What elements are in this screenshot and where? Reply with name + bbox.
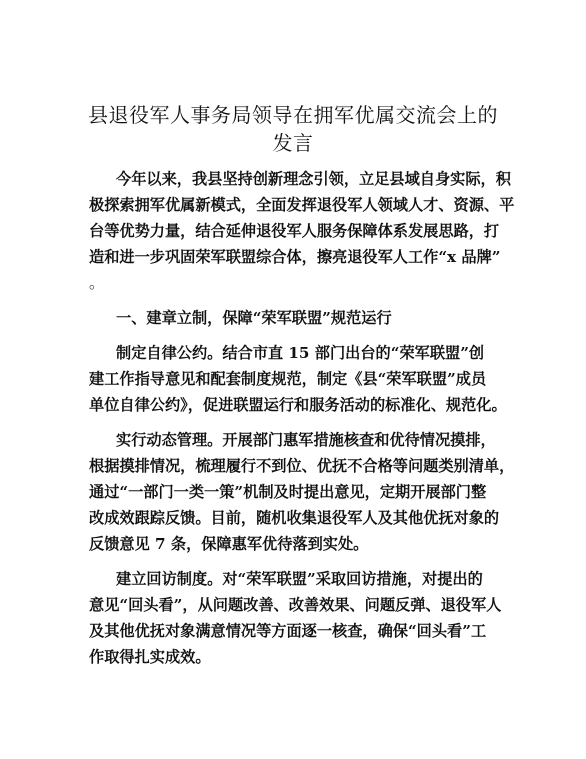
paragraph-line: 极探索拥军优属新模式，全面发挥退役军人领域人才、资源、平: [89, 196, 515, 214]
paragraph-line: 作取得扎实成效。: [89, 648, 211, 666]
paragraph-line: 今年以来，我县坚持创新理念引领，立足县域自身实际，积: [116, 170, 511, 188]
paragraph-line: 意见“回头看”，从问题改善、改善效果、问题反弹、退役军人: [89, 596, 502, 614]
paragraph-line: 实行动态管理。开展部门惠军措施核查和优待情况摸排，: [116, 431, 496, 449]
paragraph-line: 改成效跟踪反馈。目前，随机收集退役军人及其他优抚对象的: [89, 509, 500, 527]
paragraph-line: 建工作指导意见和配套制度规范，制定《县“荣军联盟”成员: [89, 370, 487, 388]
paragraph-line: 及其他优抚对象满意情况等方面逐一核查，确保“回头看”工: [89, 622, 487, 640]
paragraph-line: 造和进一步巩固荣军联盟综合体，擦亮退役军人工作“x 品牌”: [89, 248, 501, 266]
paragraph-line: 制定自律公约。结合市直 15 部门出台的“荣军联盟”创: [116, 344, 485, 362]
paragraph-line: 台等优势力量，结合延伸退役军人服务保障体系发展思路，打: [89, 222, 500, 240]
document-title-line-1: 县退役军人事务局领导在拥军优属交流会上的: [88, 103, 498, 127]
paragraph-line: 根据摸排情况，梳理履行不到位、优抚不合格等问题类别清单，: [89, 457, 515, 475]
document-title-line-2: 发言: [272, 131, 314, 155]
paragraph-line: 反馈意见 7 条，保障惠军优待落到实处。: [89, 535, 369, 553]
section-heading: 一、建章立制，保障“荣军联盟”规范运行: [116, 309, 392, 327]
paragraph-line: 单位自律公约》，促进联盟运行和服务活动的标准化、规范化。: [89, 396, 507, 414]
paragraph-line: 建立回访制度。对“荣军联盟”采取回访措施，对提出的: [116, 570, 483, 588]
paragraph-line: 通过“一部门一类一策”机制及时提出意见，定期开展部门整: [89, 483, 487, 501]
paragraph-line: 。: [89, 274, 105, 292]
